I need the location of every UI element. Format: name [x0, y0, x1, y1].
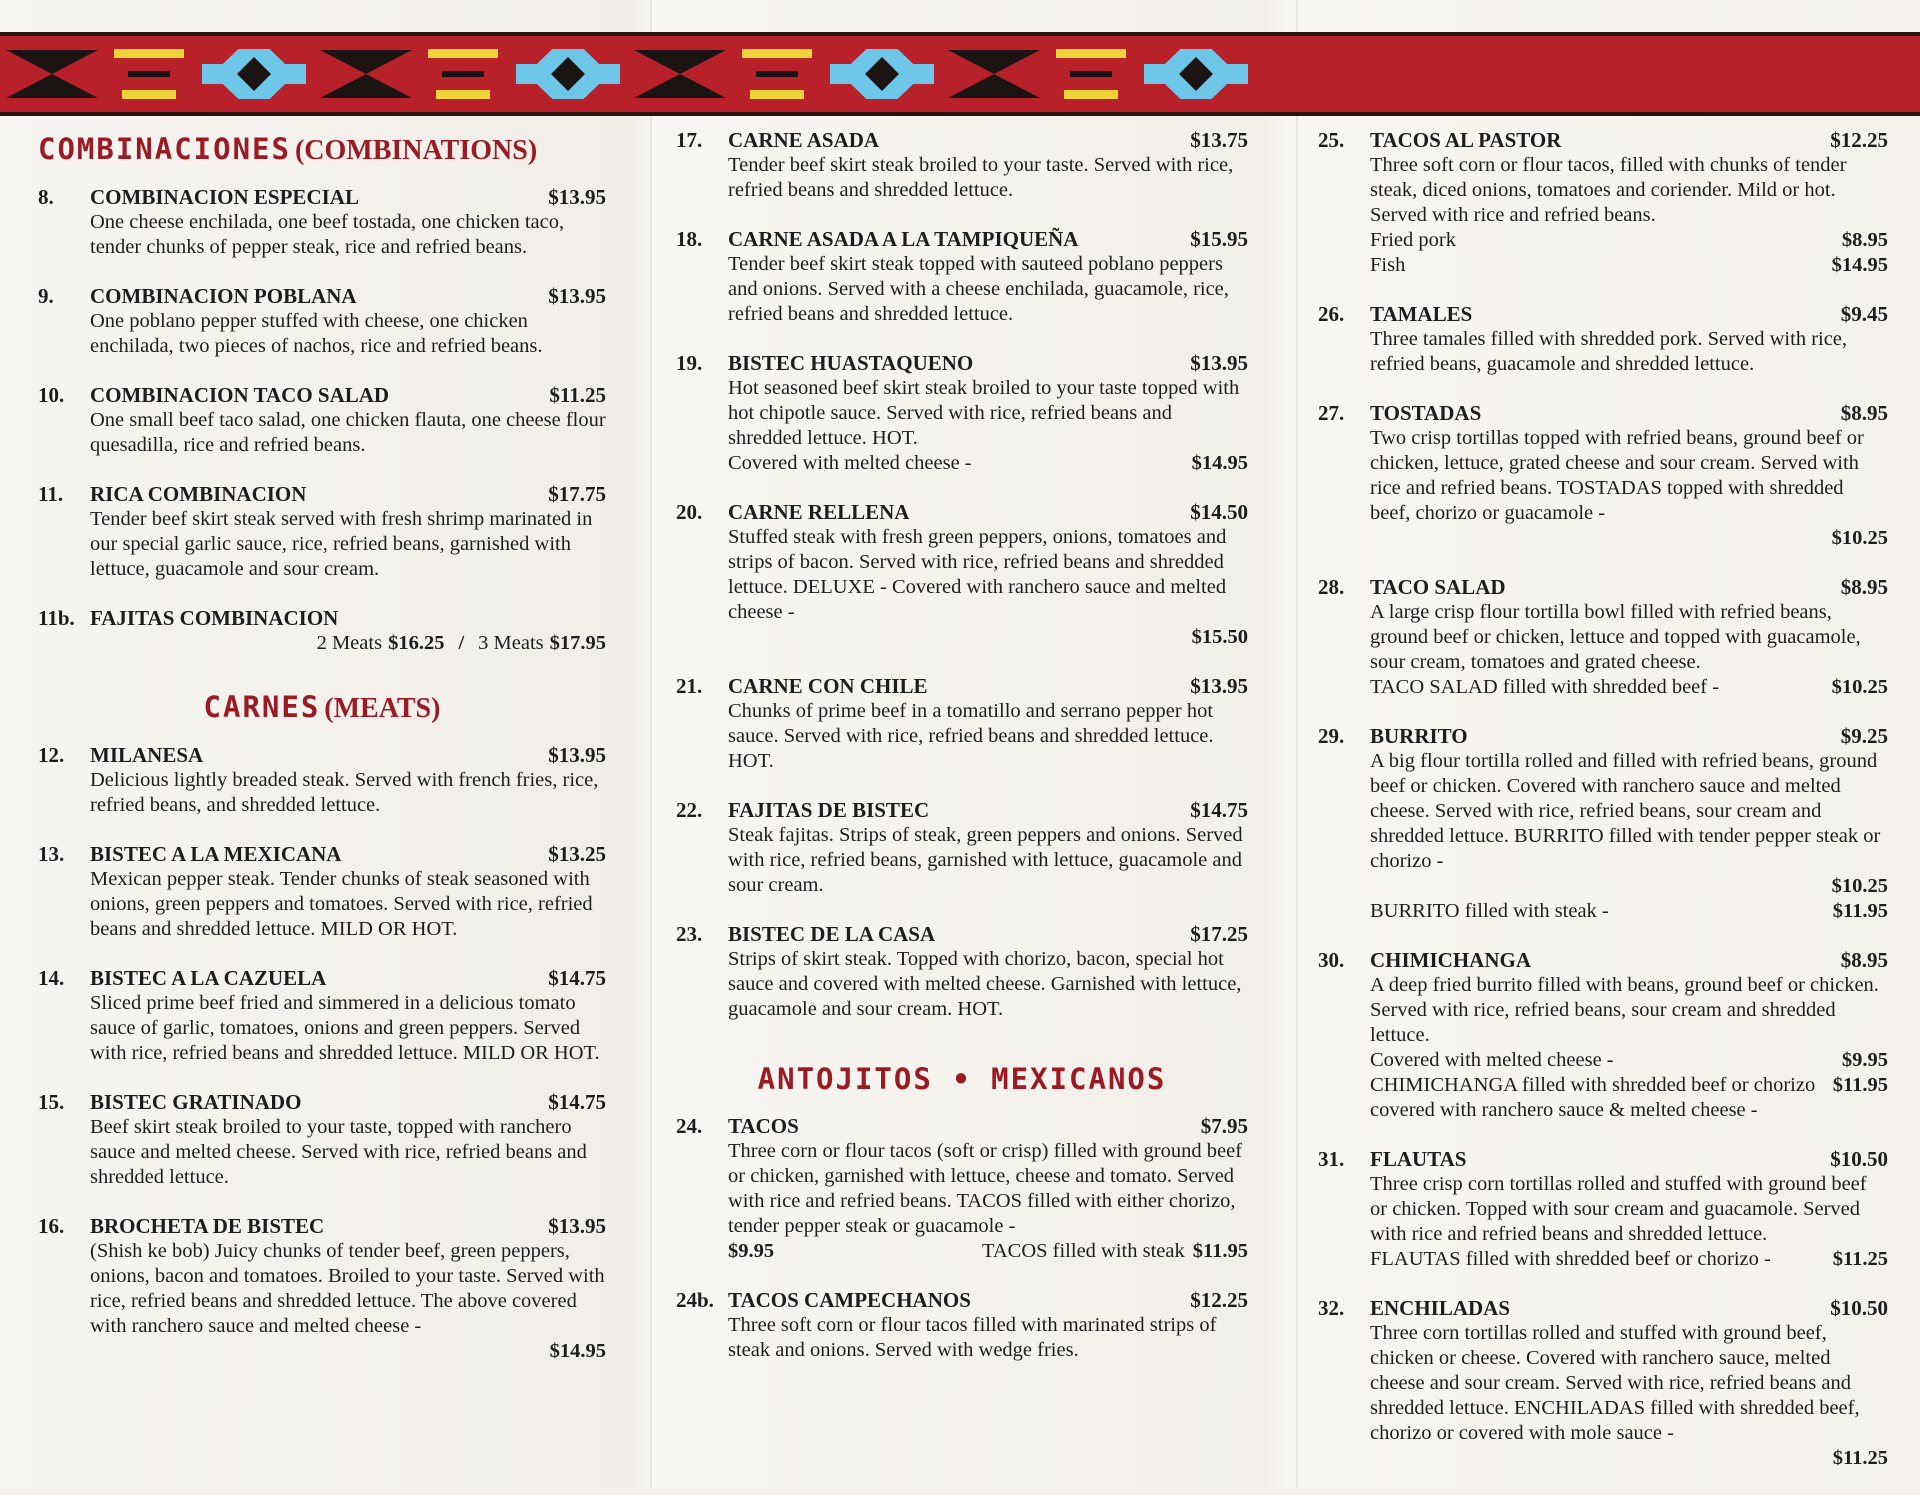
item-name: COMBINACION TACO SALAD [90, 383, 390, 407]
bars-shape-icon [742, 49, 812, 99]
item-price: $13.95 [1190, 351, 1248, 375]
item-price: $12.25 [1190, 1288, 1248, 1312]
item-name: CARNE ASADA [728, 128, 880, 152]
item-price: $13.95 [1190, 674, 1248, 698]
variation-price: $11.25 [1832, 1248, 1888, 1270]
item-header [1318, 948, 1888, 973]
item-price: $13.95 [548, 1214, 606, 1238]
item-description: Three corn or flour tacos (soft or crisp) filled with ground beef or chicken, garnished with lettuce, cheese and tomato. Served with rice and refried beans. TACOS filled with either chorizo, tender pepper steak or guacamole - [728, 1140, 1243, 1237]
variation-price: $14.95 [549, 1340, 606, 1362]
item-header [1318, 1147, 1888, 1172]
item-description: Mexican pepper steak. Tender chunks of steak seasoned with onions, green peppers and tomatoes. Served with rice, refried beans and shredded lettuce. MILD OR HOT. [90, 868, 593, 940]
variation-label: Fish [1370, 254, 1406, 276]
carnes-list [38, 743, 606, 1364]
item-description: One poblano pepper stuffed with cheese, one chicken enchilada, two pieces of nachos, rice and refried beans. [90, 310, 543, 357]
diamond-shape-icon [1144, 49, 1248, 99]
item-name: BISTEC A LA CAZUELA [90, 966, 327, 990]
list-item [38, 383, 606, 458]
variation-label [728, 625, 1192, 650]
item-price: $9.45 [1840, 302, 1888, 326]
antojitos-list [1318, 128, 1888, 1471]
item-name: BISTEC A LA MEXICANA [90, 842, 342, 866]
item-description: Hot seasoned beef skirt steak broiled to your taste topped with hot chipotle sauce. Served with rice, refried beans and shredded lettuce. HOT. [728, 377, 1240, 449]
option-label: 3 Meats [478, 632, 544, 654]
item-variation [1370, 1247, 1888, 1272]
item-number: 13. [38, 842, 65, 866]
section-title: CARNES [203, 690, 321, 724]
item-price: $10.50 [1830, 1147, 1888, 1171]
variation-label [90, 1339, 550, 1364]
item-name: BROCHETA DE BISTEC [90, 1214, 325, 1238]
item-header [1318, 575, 1888, 600]
item-variation [1370, 253, 1888, 278]
option-label: 2 Meats [316, 632, 383, 654]
list-item [38, 842, 606, 942]
item-number: 31. [1318, 1147, 1345, 1171]
list-item [1318, 948, 1888, 1123]
item-variation [1370, 526, 1888, 551]
item-number: 18. [676, 227, 703, 251]
item-description: (Shish ke bob) Juicy chunks of tender beef, green peppers, onions, bacon and tomatoes. Broiled to your taste. Served with rice, refried beans and shredded lettuce. The above covered with ranchero sauce and melted cheese - [90, 1240, 605, 1337]
item-name: COMBINACION ESPECIAL [90, 185, 359, 209]
border-motif [0, 36, 314, 112]
item-variation [1370, 874, 1888, 899]
item-number: 26. [1318, 302, 1345, 326]
item-description: A big flour tortilla rolled and filled with refried beans, ground beef or chicken. Covered with ranchero sauce and melted cheese. Served with rice, refried beans, sour cream and shredded lettuce. BURRITO filled with tender pepper steak or chorizo - [1370, 750, 1881, 872]
item-name: TOSTADAS [1370, 401, 1482, 425]
item-price: $13.25 [548, 842, 606, 866]
item-description: Chunks of prime beef in a tomatillo and serrano pepper hot sauce. Served with rice, refried beans and shredded lettuce. HOT. [728, 700, 1214, 772]
list-item [1318, 401, 1888, 551]
item-header [38, 743, 606, 768]
item-header [38, 185, 606, 210]
item-name: FAJITAS COMBINACION [90, 606, 339, 630]
variation-label: BURRITO filled with steak - [1370, 900, 1609, 922]
item-header [1318, 128, 1888, 153]
item-name: CARNE CON CHILE [728, 674, 928, 698]
bars-shape-icon [114, 49, 184, 99]
item-description: Strips of skirt steak. Topped with chorizo, bacon, special hot sauce and covered with melted cheese. Garnished with lettuce, guacamole and sour cream. HOT. [728, 948, 1242, 1020]
variation-label: TACO SALAD filled with shredded beef - [1370, 676, 1720, 698]
item-header [38, 482, 606, 507]
fold-line [650, 0, 652, 1488]
item-variation [728, 451, 1248, 476]
item-name: CHIMICHANGA [1370, 948, 1531, 972]
variation-price: $9.95 [728, 1240, 775, 1262]
diamond-shape-icon [516, 49, 620, 99]
item-price: $7.95 [1200, 1114, 1248, 1138]
item-header [1318, 724, 1888, 749]
list-item [38, 606, 606, 656]
item-description: Two crisp tortillas topped with refried beans, ground beef or chicken, lettuce, grated cheese and sour cream. Served with rice and refried beans. TOSTADAS topped with shredded beef, chorizo or guacamole - [1370, 427, 1864, 524]
item-price: $13.75 [1190, 128, 1248, 152]
item-variation [1370, 228, 1888, 253]
item-price: $9.25 [1840, 724, 1888, 748]
variation-label [1370, 1446, 1833, 1471]
variation-price: $14.95 [1831, 254, 1888, 276]
arrow-shape-icon [948, 50, 1040, 98]
item-header [676, 922, 1248, 947]
list-item [38, 1214, 606, 1364]
item-header [1318, 401, 1888, 426]
variation-price: $11.25 [1832, 1447, 1888, 1469]
item-description: A deep fried burrito filled with beans, ground beef or chicken. Served with rice, refried beans, sour cream and shredded lettuce. [1370, 974, 1879, 1046]
item-price: $11.25 [549, 383, 606, 407]
item-description: Beef skirt steak broiled to your taste, topped with ranchero sauce and melted cheese. Served with rice, refried beans and shredded lettuce. [90, 1116, 587, 1188]
item-header [676, 500, 1248, 525]
item-name: MILANESA [90, 743, 204, 767]
item-description: Three crisp corn tortillas rolled and stuffed with ground beef or chicken. Topped with sour cream and guacamole. Served with rice and refried beans and shredded lettuce. [1370, 1173, 1867, 1245]
combinaciones-list [38, 185, 606, 582]
item-number: 21. [676, 674, 703, 698]
item-header [676, 227, 1248, 252]
variation-label: TACOS filled with steak [981, 1240, 1185, 1262]
item-header [38, 284, 606, 309]
item-header [1318, 1296, 1888, 1321]
item-description: Stuffed steak with fresh green peppers, onions, tomatoes and strips of bacon. Served with rice, refried beans and shredded lettuce. DELUXE - Covered with ranchero sauce and melted cheese - [728, 526, 1227, 623]
list-item [676, 674, 1248, 774]
bars-shape-icon [1056, 49, 1126, 99]
list-item [1318, 724, 1888, 924]
item-name: TAMALES [1370, 302, 1473, 326]
item-number: 10. [38, 383, 65, 407]
item-description: Sliced prime beef fried and simmered in a delicious tomato sauce of garlic, tomatoes, onions and green peppers. Served with rice, refried beans and shredded lettuce. MILD OR HOT. [90, 992, 600, 1064]
item-description: Three soft corn or flour tacos, filled with chunks of tender steak, diced onions, tomatoes and coriender. Mild or hot. Served with rice and refried beans. [1370, 154, 1847, 226]
list-item [1318, 1296, 1888, 1471]
diamond-shape-icon [830, 49, 934, 99]
item-number: 14. [38, 966, 65, 990]
variation-price: $11.95 [1192, 1240, 1248, 1262]
item-description: One small beef taco salad, one chicken flauta, one cheese flour quesadilla, rice and refried beans. [90, 409, 606, 456]
item-number: 23. [676, 922, 703, 946]
column-2 [676, 128, 1248, 1387]
item-price: $15.95 [1190, 227, 1248, 251]
item-number: 24. [676, 1114, 703, 1138]
variation-price: $14.95 [1191, 452, 1248, 474]
item-name: BISTEC HUASTAQUENO [728, 351, 974, 375]
item-description: Three tamales filled with shredded pork. Served with rice, refried beans, guacamole and shredded lettuce. [1370, 328, 1848, 375]
item-price: $8.95 [1840, 401, 1888, 425]
variation-price: $8.95 [1841, 229, 1888, 251]
variation-label: Fried pork [1370, 229, 1456, 251]
bars-shape-icon [428, 49, 498, 99]
option-separator: / [458, 632, 465, 654]
item-price: $10.50 [1830, 1296, 1888, 1320]
item-description: A large crisp flour tortilla bowl filled with refried beans, ground beef or chicken, lettuce and topped with guacamole, sour cream, tomatoes and grated cheese. [1370, 601, 1861, 673]
item-description: Tender beef skirt steak served with fresh shrimp marinated in our special garlic sauce, rice, refried beans, garnished with lettuce, guacamole and sour cream. [90, 508, 593, 580]
item-name: BISTEC DE LA CASA [728, 922, 936, 946]
section-subtitle: (COMBINATIONS) [294, 135, 538, 166]
section-title: COMBINACIONES [38, 132, 291, 166]
item-price: $13.95 [548, 743, 606, 767]
item-variation [1370, 1446, 1888, 1471]
item-number: 17. [676, 128, 703, 152]
variation-label: Covered with melted cheese - [728, 452, 972, 474]
item-description: Delicious lightly breaded steak. Served with french fries, rice, refried beans, and shredded lettuce. [90, 769, 599, 816]
option-price: $17.95 [549, 632, 606, 654]
item-name: COMBINACION POBLANA [90, 284, 357, 308]
item-price: $8.95 [1840, 948, 1888, 972]
list-item [38, 284, 606, 359]
list-item [38, 743, 606, 818]
item-name: CARNE ASADA A LA TAMPIQUEÑA [728, 227, 1079, 251]
item-price: $12.25 [1830, 128, 1888, 152]
list-item [1318, 575, 1888, 700]
list-item [1318, 302, 1888, 377]
item-header [38, 966, 606, 991]
item-header [676, 351, 1248, 376]
variation-label: CHIMICHANGA filled with shredded beef or chorizo covered with ranchero sauce & melted cheese - [1370, 1074, 1816, 1121]
item-price: $14.75 [1190, 798, 1248, 822]
decorative-border [0, 32, 1920, 116]
item-header [676, 798, 1248, 823]
variation-price: $9.95 [1841, 1049, 1888, 1071]
fajitas-options [90, 631, 606, 656]
list-item [676, 227, 1248, 327]
item-header [676, 674, 1248, 699]
item-variation [1370, 899, 1888, 924]
variation-price: $10.25 [1831, 676, 1888, 698]
variation-label: Covered with melted cheese - [1370, 1049, 1614, 1071]
list-item [1318, 128, 1888, 278]
variation-price: $10.25 [1831, 875, 1888, 897]
fold-line [1296, 0, 1298, 1488]
item-number: 30. [1318, 948, 1345, 972]
item-number: 24b. [676, 1288, 714, 1312]
item-header [676, 128, 1248, 153]
item-number: 32. [1318, 1296, 1345, 1320]
variation-price: $11.95 [1832, 1074, 1888, 1096]
carnes-heading [38, 690, 606, 725]
list-item [676, 1288, 1248, 1363]
list-item [676, 351, 1248, 476]
list-item [676, 1114, 1248, 1264]
list-item [676, 128, 1248, 203]
item-header [1318, 302, 1888, 327]
item-number: 25. [1318, 128, 1345, 152]
item-price: $17.75 [548, 482, 606, 506]
combinaciones-heading [38, 132, 606, 167]
arrow-shape-icon [320, 50, 412, 98]
meats-list-continued [676, 128, 1248, 1022]
item-header [38, 842, 606, 867]
item-number: 29. [1318, 724, 1345, 748]
item-variation [1370, 1073, 1888, 1123]
variation-price: $11.95 [1832, 900, 1888, 922]
column-3 [1318, 128, 1888, 1495]
border-motif [942, 36, 1256, 112]
variation-label: FLAUTAS filled with shredded beef or chorizo - [1370, 1248, 1771, 1270]
diamond-shape-icon [202, 49, 306, 99]
antojitos-heading [676, 1062, 1248, 1096]
item-number: 28. [1318, 575, 1345, 599]
item-description: One cheese enchilada, one beef tostada, one chicken taco, tender chunks of pepper steak, rice and refried beans. [90, 211, 565, 258]
item-name: BURRITO [1370, 724, 1468, 748]
item-name: FLAUTAS [1370, 1147, 1467, 1171]
item-price: $13.95 [548, 284, 606, 308]
item-price: $14.75 [548, 1090, 606, 1114]
item-name: BISTEC GRATINADO [90, 1090, 302, 1114]
list-item [38, 966, 606, 1066]
item-number: 12. [38, 743, 65, 767]
item-description: Three soft corn or flour tacos filled with marinated strips of steak and onions. Served with wedge fries. [728, 1314, 1217, 1361]
item-number: 16. [38, 1214, 65, 1238]
item-variation [728, 625, 1248, 650]
item-description: Three corn tortillas rolled and stuffed with ground beef, chicken or cheese. Covered with ranchero sauce, melted cheese and sour cream. Served with rice, refried beans and shredded lettuce. ENCHILADAS filled with shredded beef, chorizo or covered with mole sauce - [1370, 1322, 1860, 1444]
item-name: RICA COMBINACION [90, 482, 307, 506]
item-number: 9. [38, 284, 54, 308]
arrow-shape-icon [634, 50, 726, 98]
item-description: Tender beef skirt steak broiled to your taste. Served with rice, refried beans and shredded lettuce. [728, 154, 1234, 201]
variation-price: $15.50 [1191, 626, 1248, 648]
item-variations [728, 1239, 1248, 1264]
item-name: TACO SALAD [1370, 575, 1506, 599]
border-motif [314, 36, 628, 112]
item-name: TACOS CAMPECHANOS [728, 1288, 971, 1312]
variation-price: $10.25 [1831, 527, 1888, 549]
border-motif [628, 36, 942, 112]
column-1 [38, 128, 606, 1388]
item-description: Steak fajitas. Strips of steak, green peppers and onions. Served with rice, refried beans, garnished with lettuce, guacamole and sour cream. [728, 824, 1243, 896]
list-item [1318, 1147, 1888, 1272]
list-item [676, 922, 1248, 1022]
item-price: $14.75 [548, 966, 606, 990]
item-number: 11b. [38, 606, 75, 630]
list-item [38, 482, 606, 582]
item-variation [1370, 1048, 1888, 1073]
item-variation [90, 1339, 606, 1364]
item-name: TACOS [728, 1114, 799, 1138]
item-description: Tender beef skirt steak topped with sauteed poblano peppers and onions. Served with a cheese enchilada, guacamole, rice, refried beans and shredded lettuce. [728, 253, 1229, 325]
item-variation [1370, 675, 1888, 700]
item-name: ENCHILADAS [1370, 1296, 1511, 1320]
section-subtitle: (MEATS) [324, 693, 441, 724]
list-item [676, 798, 1248, 898]
section-title: ANTOJITOS • MEXICANOS [757, 1062, 1167, 1096]
item-number: 8. [38, 185, 54, 209]
item-price: $8.95 [1840, 575, 1888, 599]
item-name: CARNE RELLENA [728, 500, 910, 524]
item-header [38, 1090, 606, 1115]
item-price: $14.50 [1190, 500, 1248, 524]
variation-label [1370, 874, 1832, 899]
item-name: FAJITAS DE BISTEC [728, 798, 930, 822]
arrow-shape-icon [6, 50, 98, 98]
item-number: 19. [676, 351, 703, 375]
item-number: 22. [676, 798, 703, 822]
item-number: 11. [38, 482, 64, 506]
item-price: $17.25 [1190, 922, 1248, 946]
list-item [676, 500, 1248, 650]
item-number: 15. [38, 1090, 65, 1114]
list-item [38, 1090, 606, 1190]
option-price: $16.25 [388, 632, 445, 654]
list-item [38, 185, 606, 260]
item-number: 20. [676, 500, 703, 524]
item-header [38, 1214, 606, 1239]
item-price: $13.95 [548, 185, 606, 209]
variation-label [1370, 526, 1832, 551]
item-number: 27. [1318, 401, 1345, 425]
item-name: TACOS AL PASTOR [1370, 128, 1562, 152]
item-header [38, 383, 606, 408]
